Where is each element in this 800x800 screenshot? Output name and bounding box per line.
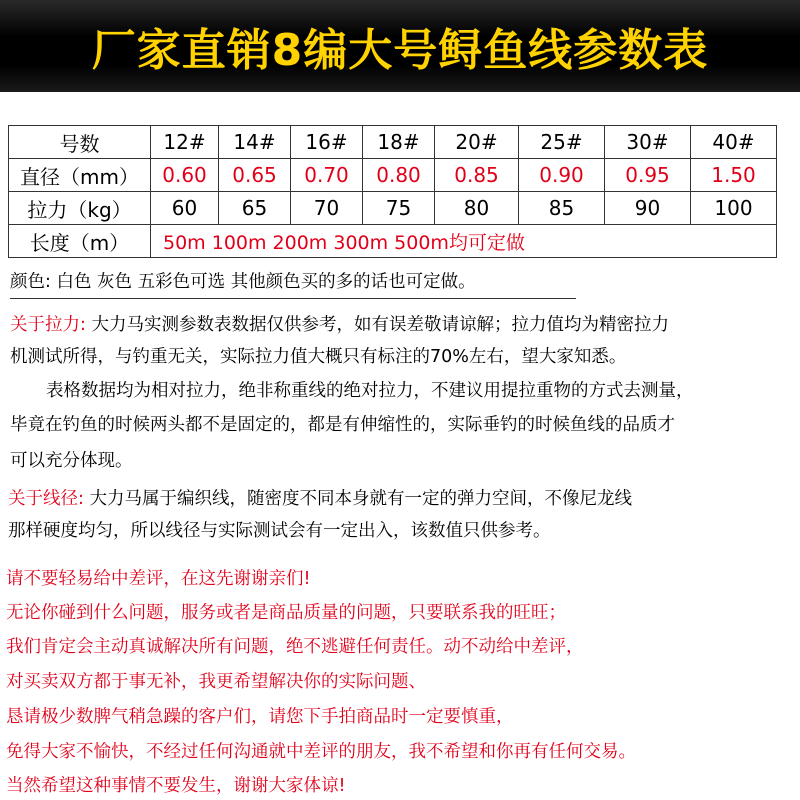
table-cell: 0.85	[435, 159, 519, 192]
notice-line: 恳请极少数脾气稍急躁的客户们，请您下手拍商品时一定要慎重，	[6, 707, 514, 727]
table-cell: 1.50	[691, 159, 777, 192]
tension-line-2: 机测试所得，与钓重无关，实际拉力值大概只有标注的70%左右，望大家知悉。	[10, 347, 627, 367]
row-label: 长度（m）	[9, 225, 151, 258]
table-cell: 65	[219, 192, 291, 225]
header-cell: 12#	[151, 126, 219, 159]
tension-line-1	[10, 313, 669, 337]
diameter-label: 关于线径:	[8, 489, 84, 509]
tension-text: 大力马实测参数表数据仅供参考，如有误差敬请谅解；拉力值均为精密拉力	[91, 315, 669, 335]
table-cell: 85	[519, 192, 605, 225]
colors-note: 颜色: 白色 灰色 五彩色可选 其他颜色买的多的话也可定做。	[10, 272, 476, 292]
title-banner	[0, 0, 800, 92]
parameter-table	[8, 125, 777, 258]
notice-line: 请不要轻易给中差评，在这先谢谢亲们!	[6, 569, 311, 589]
header-cell: 14#	[219, 126, 291, 159]
table-cell: 0.80	[363, 159, 435, 192]
notice-line: 免得大家不愉快，不经过任何沟通就中差评的朋友，我不希望和你再有任何交易。	[6, 742, 636, 762]
table-cell: 80	[435, 192, 519, 225]
page-title: 厂家直销8编大号鲟鱼线参数表	[91, 25, 709, 76]
diameter-text: 大力马属于编织线，随密度不同本身就有一定的弹力空间，不像尼龙线	[89, 489, 632, 509]
tension-line-3: 表格数据均为相对拉力，绝非称重线的绝对拉力，不建议用提拉重物的方式去测量，	[46, 381, 694, 401]
row-label: 拉力（kg）	[9, 192, 151, 225]
table-cell: 90	[605, 192, 691, 225]
tension-row	[9, 192, 777, 225]
tension-label: 关于拉力:	[10, 315, 86, 335]
row-label: 直径（mm）	[9, 159, 151, 192]
divider	[10, 298, 576, 299]
table-cell: 70	[291, 192, 363, 225]
header-cell: 20#	[435, 126, 519, 159]
header-cell: 40#	[691, 126, 777, 159]
table-cell: 0.65	[219, 159, 291, 192]
diameter-line-1	[8, 487, 632, 511]
tension-line-5: 可以充分体现。	[10, 451, 133, 471]
table-cell: 0.95	[605, 159, 691, 192]
table-cell: 100	[691, 192, 777, 225]
header-cell: 号数	[9, 126, 151, 159]
notice-line: 当然希望这种事情不要发生，谢谢大家体谅!	[6, 776, 346, 796]
diameter-row	[9, 159, 777, 192]
table-cell: 0.70	[291, 159, 363, 192]
header-cell: 30#	[605, 126, 691, 159]
length-row	[9, 225, 777, 258]
table-cell: 75	[363, 192, 435, 225]
diameter-line-2: 那样硬度均匀，所以线径与实际测试会有一定出入，该数值只供参考。	[8, 521, 551, 541]
notice-line: 无论你碰到什么问题，服务或者是商品质量的问题，只要联系我的旺旺；	[6, 603, 566, 623]
tension-line-4: 毕竟在钓鱼的时候两头都不是固定的，都是有伸缩性的，实际垂钓的时候鱼线的品质才	[10, 415, 675, 435]
table-cell: 60	[151, 192, 219, 225]
header-cell: 16#	[291, 126, 363, 159]
length-options: 50m 100m 200m 300m 500m均可定做	[151, 225, 777, 258]
notice-line: 对买卖双方都于事无补，我更希望解决你的实际问题、	[6, 672, 426, 692]
header-cell: 18#	[363, 126, 435, 159]
notice-line: 我们肯定会主动真诚解决所有问题，绝不逃避任何责任。动不动给中差评，	[6, 637, 584, 657]
header-cell: 25#	[519, 126, 605, 159]
table-cell: 0.60	[151, 159, 219, 192]
table-cell: 0.90	[519, 159, 605, 192]
table-header-row	[9, 126, 777, 159]
